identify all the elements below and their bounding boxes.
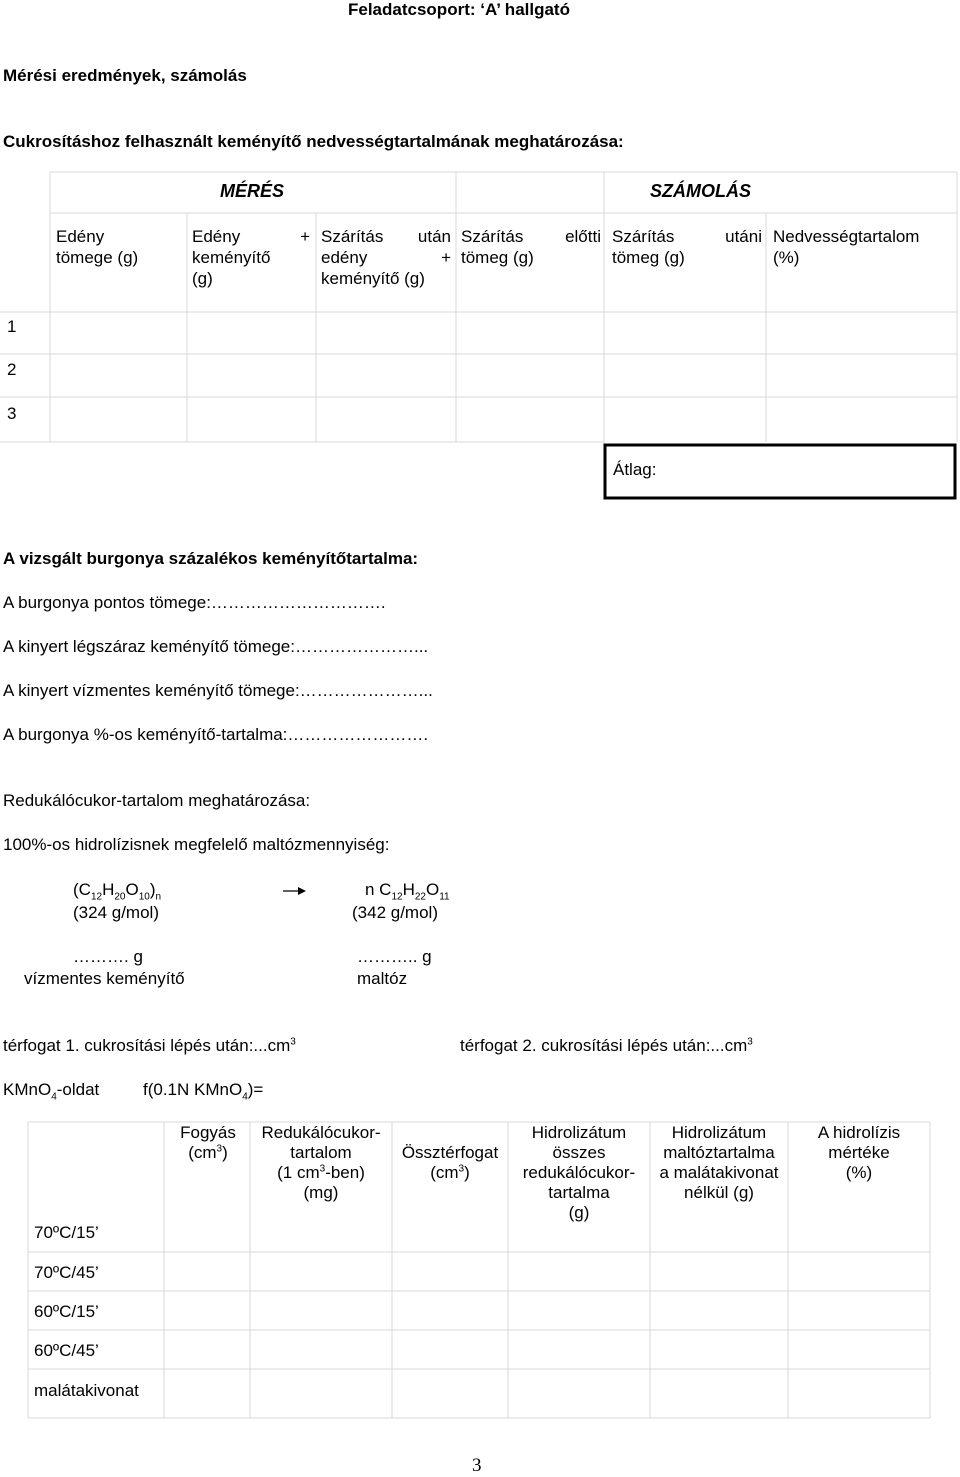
blank-starch-mass: ………. g bbox=[73, 947, 143, 966]
label-dry-starch: vízmentes keményítő bbox=[24, 969, 185, 988]
molar-mass-maltose: (342 g/mol) bbox=[352, 903, 438, 922]
row-label-malatakivonat: malátakivonat bbox=[34, 1381, 139, 1400]
section-subtitle-moisture: Cukrosításhoz felhasznált keményítő nedvességtartalmának meghatározása: bbox=[3, 132, 624, 151]
row-label-3: 3 bbox=[7, 404, 17, 423]
volume-step-2: térfogat 2. cukrosítási lépés $után:...cm^3$ bbox=[460, 1036, 753, 1055]
row-label-60-45: 60ºC/45’ bbox=[34, 1341, 99, 1360]
col-header-szaritas-utan: Szárítás után edény + keményítő (g) bbox=[321, 227, 451, 288]
col-header-ossztérfogat: Össztérfogat $(cm^3)$ bbox=[401, 1143, 499, 1182]
section-title-results: Mérési eredmények, számolás bbox=[3, 66, 247, 85]
col-header-hidrolizatum-osszes: Hidrolizátum összes redukálócukor- tartalma (g) bbox=[522, 1123, 636, 1222]
col-header-fogyas: Fogyás $(cm^3)$ bbox=[180, 1123, 236, 1162]
section-title-starch: A vizsgált burgonya százalékos keményítőtartalma: bbox=[3, 549, 419, 568]
col-header-hidrolizis-merteke: A hidrolízis mértéke (%) bbox=[817, 1123, 901, 1182]
molar-mass-starch: (324 g/mol) bbox=[73, 903, 159, 922]
formula-starch: $(C_{12}H_{20}O_{10})_n$ bbox=[73, 880, 162, 903]
col-header-edeny-tomege: Edény tömege (g) bbox=[56, 227, 139, 267]
formula-maltose: n $C_{12}H_{22}O_{11}$ bbox=[365, 880, 450, 903]
group-header-szamolas: SZÁMOLÁS bbox=[650, 181, 751, 201]
kmno4-solution: KMnO$_4$-oldat bbox=[3, 1080, 100, 1103]
row-label-70-45: 70ºC/45’ bbox=[34, 1263, 99, 1282]
col-header-szaritas-utani: Szárítás utáni tömeg (g) bbox=[612, 227, 762, 267]
col-header-hidrolizatum-maltoz: Hidrolizátum maltóztartalma a malátakivonat nélkül (g) bbox=[659, 1123, 779, 1202]
page-number: 3 bbox=[472, 1455, 482, 1476]
average-label: Átlag: bbox=[613, 460, 657, 479]
row-label-2: 2 bbox=[7, 360, 17, 379]
col-header-edeny-kemenyito: Edény + keményítő (g) bbox=[192, 227, 310, 288]
line-airdry-starch: A kinyert légszáraz keményítő tömege:…………………... bbox=[3, 637, 429, 656]
line-maltose-amount: 100%-os hidrolízisnek megfelelő maltózmennyiség: bbox=[3, 835, 390, 854]
row-label-70-15: 70ºC/15’ bbox=[34, 1223, 99, 1242]
line-starch-percent: A burgonya %-os keményítő-tartalma:……………………. bbox=[3, 725, 429, 744]
col-header-szaritas-elotti: Szárítás előtti tömeg (g) bbox=[461, 227, 601, 267]
volume-step-1: térfogat 1. cukrosítási lépés $után:...cm^3$ bbox=[3, 1036, 296, 1055]
row-label-1: 1 bbox=[7, 317, 17, 336]
group-header-meres: MÉRÉS bbox=[220, 181, 285, 201]
row-label-60-15: 60ºC/15’ bbox=[34, 1302, 99, 1321]
line-potato-mass: A burgonya pontos tömege:…………………………. bbox=[3, 593, 386, 612]
line-dry-starch: A kinyert vízmentes keményítő tömege:…………………... bbox=[3, 681, 433, 700]
page-header: Feladatcsoport: ‘A’ hallgató bbox=[348, 0, 570, 19]
label-maltose: maltóz bbox=[357, 969, 408, 988]
col-header-nedvessegtartalom: Nedvességtartalom (%) bbox=[773, 227, 920, 267]
section-title-reducing-sugar: Redukálócukor-tartalom meghatározása: bbox=[3, 791, 311, 810]
blank-maltose-mass: ……….. g bbox=[357, 947, 432, 966]
kmno4-factor: f(0.1N KMnO$_4$)= bbox=[143, 1080, 264, 1103]
col-header-redukalocukor: Redukálócukor- tartalom (1 $cm^3-ben$) (mg) bbox=[261, 1123, 381, 1202]
